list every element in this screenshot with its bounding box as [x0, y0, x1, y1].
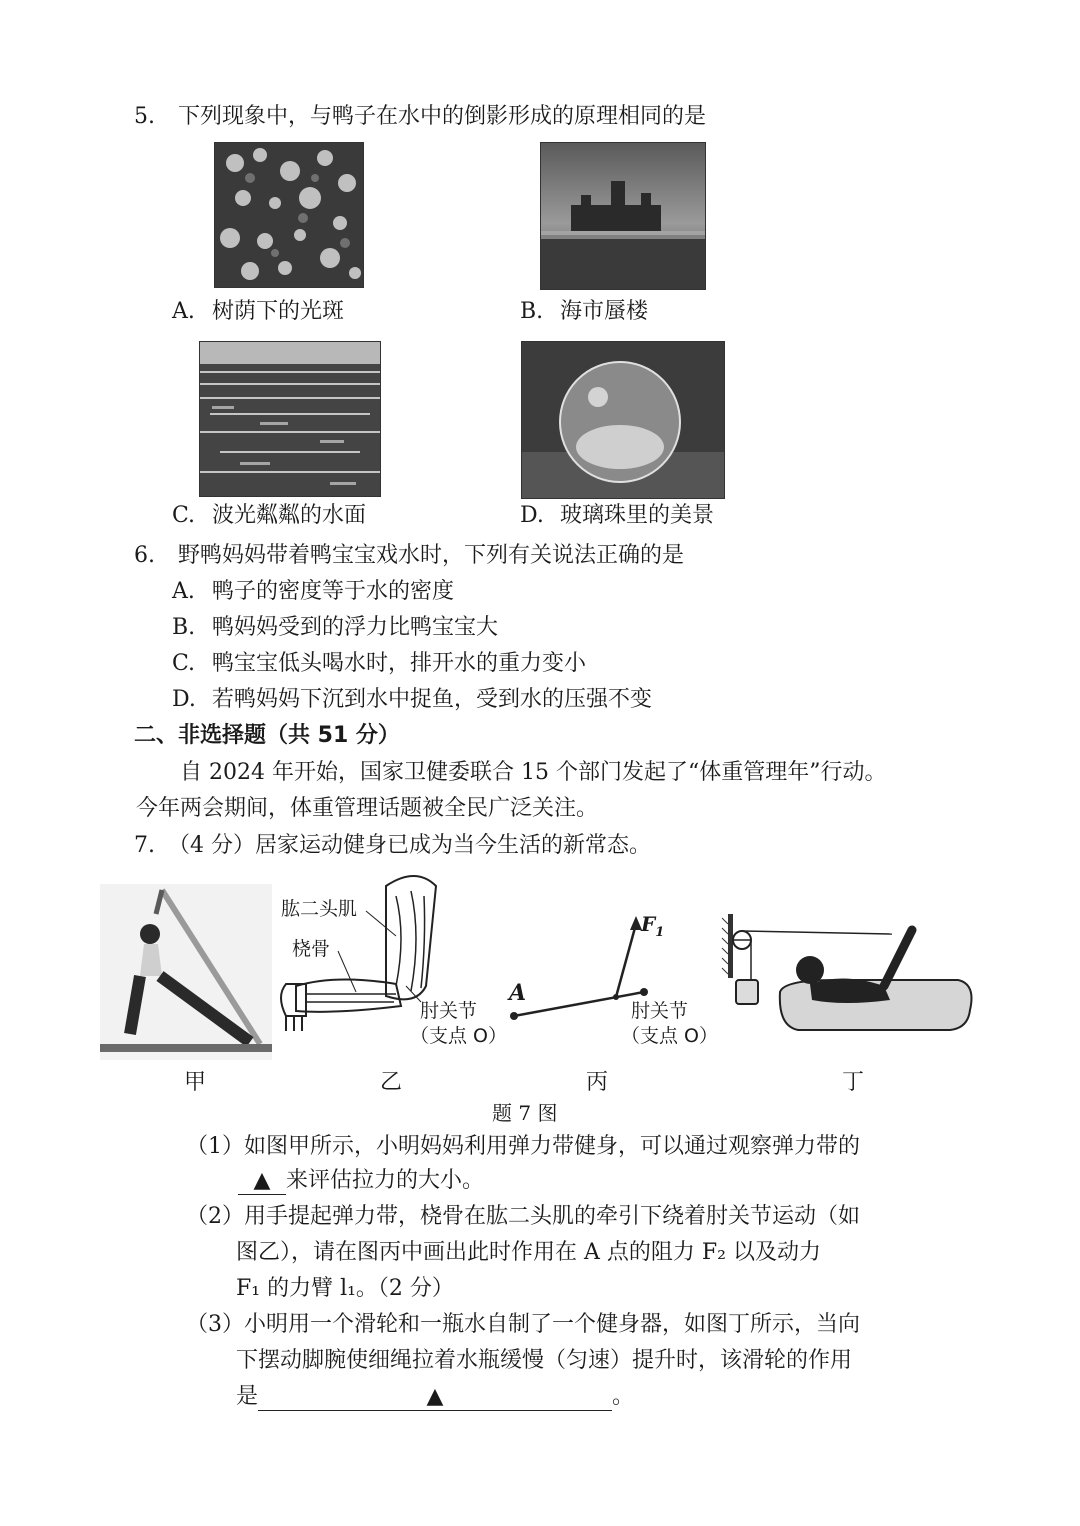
- q7-sub2-line1: （2）用手提起弹力带，桡骨在肱二头肌的牵引下绕着肘关节运动（如: [186, 1204, 860, 1229]
- option-a-image: [214, 142, 364, 288]
- q6-option-c-text: 鸭宝宝低头喝水时，排开水的重力变小: [212, 651, 587, 676]
- option-b-image: [540, 142, 706, 290]
- panel-label-ding: 丁: [842, 1070, 865, 1095]
- tree-shade-photo: [215, 143, 363, 287]
- label-elbow-b: 肘关节: [420, 1000, 478, 1022]
- figure-jia: [100, 884, 272, 1060]
- q7-sub1-tail: 来评估拉力的大小。: [286, 1168, 485, 1193]
- intro-line-2: 今年两会期间，体重管理话题被全民广泛关注。: [136, 796, 599, 821]
- woman-stretching-illustration: [100, 884, 272, 1060]
- answer-blank-3[interactable]: ▲: [258, 1384, 612, 1411]
- option-c-image: [199, 341, 381, 497]
- figure-ding: [714, 914, 976, 1038]
- q7-stem: （4 分）居家运动健身已成为当今生活的新常态。: [168, 833, 651, 858]
- section-heading: 二、非选择题（共 51 分）: [134, 723, 400, 748]
- label-radius: 桡骨: [292, 938, 331, 960]
- q6-option-b-text: 鸭妈妈受到的浮力比鸭宝宝大: [212, 615, 499, 640]
- q7-sub2-line3: F₁ 的力臂 l₁。（2 分）: [236, 1276, 454, 1301]
- q6-option-a-text: 鸭子的密度等于水的密度: [212, 579, 455, 604]
- pulley-exercise-illustration: [714, 914, 976, 1038]
- label-fulcrum-c: （支点 O）: [621, 1025, 718, 1047]
- option-a-letter: A.: [172, 299, 195, 324]
- label-point-a: A: [509, 980, 527, 1006]
- q6-stem: 野鸭妈妈带着鸭宝宝戏水时，下列有关说法正确的是: [178, 543, 685, 568]
- q6-option-d-letter: D.: [172, 687, 196, 712]
- q6-number: 6.: [134, 543, 155, 568]
- q7-sub3-line3: [236, 1384, 634, 1411]
- panel-label-bing: 丙: [586, 1070, 609, 1095]
- q6-option-c-letter: C.: [172, 651, 196, 676]
- option-d-image: [521, 341, 725, 499]
- q7-sub2-line2: 图乙），请在图丙中画出此时作用在 A 点的阻力 F₂ 以及动力: [236, 1240, 821, 1265]
- sparkling-water-photo: [200, 342, 380, 496]
- option-b-text: 海市蜃楼: [560, 299, 649, 324]
- q5-stem: 下列现象中，与鸭子在水中的倒影形成的原理相同的是: [178, 104, 707, 129]
- q6-option-a-letter: A.: [172, 579, 195, 604]
- q7-sub1-line1: （1）如图甲所示，小明妈妈利用弹力带健身，可以通过观察弹力带的: [186, 1134, 860, 1159]
- q7-sub3-line1: （3）小明用一个滑轮和一瓶水自制了一个健身器，如图丁所示，当向: [186, 1312, 860, 1337]
- option-c-letter: C.: [172, 503, 196, 528]
- option-c-text: 波光粼粼的水面: [212, 503, 367, 528]
- option-b-letter: B.: [520, 299, 544, 324]
- intro-line-1: 自 2024 年开始，国家卫健委联合 15 个部门发起了“体重管理年”行动。: [180, 760, 887, 785]
- q6-option-b-letter: B.: [172, 615, 196, 640]
- label-fulcrum-b: （支点 O）: [410, 1025, 507, 1047]
- answer-blank-1[interactable]: ▲: [238, 1168, 286, 1195]
- option-d-letter: D.: [520, 503, 544, 528]
- q6-option-d-text: 若鸭妈妈下沉到水中捉鱼，受到水的压强不变: [212, 687, 653, 712]
- figure-caption: 题 7 图: [492, 1101, 558, 1125]
- mirage-photo: [541, 143, 705, 289]
- q7-sub3-head: 是: [236, 1384, 259, 1409]
- option-d-text: 玻璃珠里的美景: [560, 503, 715, 528]
- q7-sub1-line2: [238, 1168, 484, 1195]
- q5-number: 5.: [134, 104, 155, 129]
- q7-sub3-line2: 下摆动脚腕使细绳拉着水瓶缓慢（匀速）提升时，该滑轮的作用: [236, 1348, 853, 1373]
- label-biceps: 肱二头肌: [281, 898, 358, 920]
- glass-ball-photo: [522, 342, 724, 498]
- label-force: $F_1$: [641, 912, 665, 940]
- panel-label-yi: 乙: [380, 1070, 403, 1095]
- q7-sub3-tail: 。: [612, 1384, 635, 1409]
- label-elbow-c: 肘关节: [631, 1000, 689, 1022]
- option-a-text: 树荫下的光斑: [212, 299, 345, 324]
- q7-number: 7.: [134, 833, 155, 858]
- panel-label-jia: 甲: [184, 1070, 207, 1095]
